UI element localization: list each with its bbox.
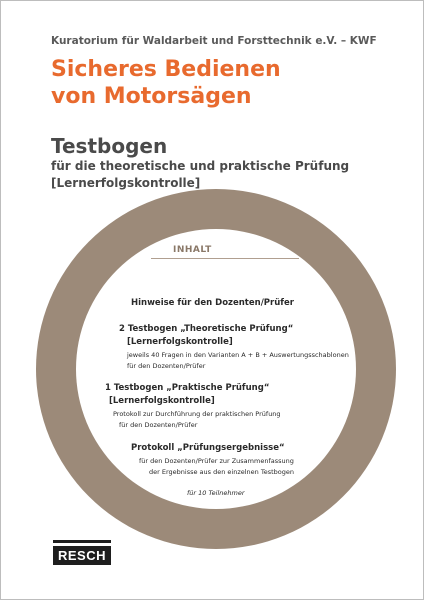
document-subheading: [51, 158, 349, 192]
contents-item-theory-desc-1: jeweils 40 Fragen in den Varianten A + B + Auswertungsschablonen: [127, 351, 349, 359]
contents-item-results-desc-2: der Ergebnisse aus den einzelnen Testbogen: [149, 468, 295, 476]
contents-item-practice-desc-2: für den Dozenten/Prüfer: [119, 421, 198, 429]
title-line-1: Sicheres Bedienen: [51, 57, 281, 82]
contents-item-results-desc-1: für den Dozenten/Prüfer zur Zusammenfassung: [139, 457, 294, 465]
subheading-line-1: für die theoretische und praktische Prüfung: [51, 159, 350, 173]
participants-note: für 10 Teilnehmer: [187, 489, 245, 497]
publisher-logo: RESCH: [53, 543, 111, 565]
contents-item-theory-desc-2: für den Dozenten/Prüfer: [127, 362, 206, 370]
contents-label: INHALT: [173, 245, 212, 255]
document-heading: Testbogen: [51, 134, 168, 158]
contents-item-practice-desc-1: Protokoll zur Durchführung der praktischen Prüfung: [113, 410, 281, 418]
contents-item-results-title: Protokoll „Prüfungsergebnisse“: [131, 443, 285, 453]
contents-item-instructions: Hinweise für den Dozenten/Prüfer: [131, 298, 294, 308]
contents-item-practice-title: 1 Testbogen „Praktische Prüfung“: [105, 383, 270, 393]
contents-divider: [151, 258, 299, 259]
page-title: [51, 56, 281, 110]
contents-item-practice-subtitle: [Lernerfolgskontrolle]: [109, 396, 215, 406]
contents-item-theory-title: 2 Testbogen „Theoretische Prüfung“: [119, 324, 294, 334]
subheading-line-2: [Lernerfolgskontrolle]: [51, 176, 201, 190]
contents-item-theory-subtitle: [Lernerfolgskontrolle]: [127, 337, 233, 347]
organization-name: Kuratorium für Waldarbeit und Forsttechnik e.V. – KWF: [51, 35, 377, 47]
title-line-2: von Motorsägen: [51, 84, 252, 109]
contents-circle: [76, 229, 356, 509]
